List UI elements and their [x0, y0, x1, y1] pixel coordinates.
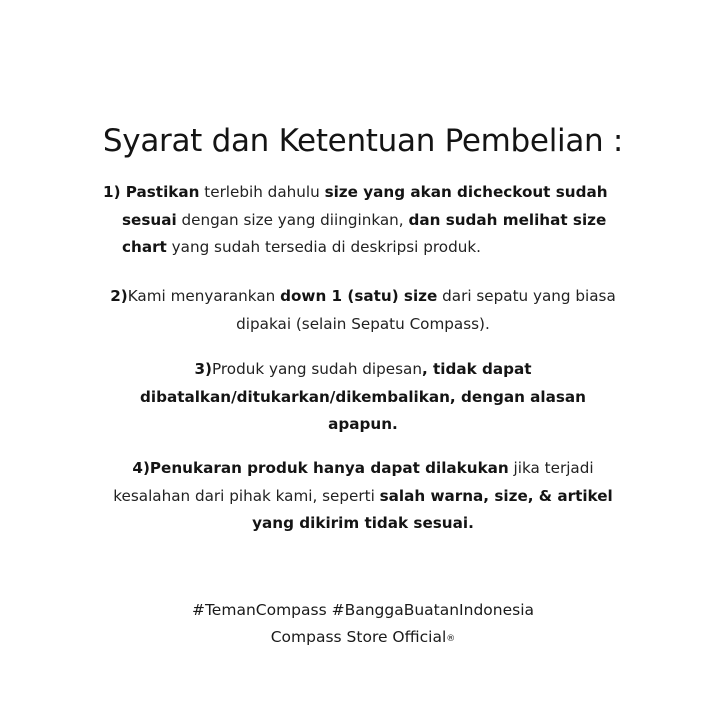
term-bold-text: 2) — [110, 287, 128, 305]
term-text: dengan size yang diinginkan, — [176, 210, 409, 229]
term-line — [328, 415, 398, 433]
store-name: Compass Store Official — [270, 628, 447, 646]
term-bold-text: yang dikirim tidak sesuai. — [252, 514, 474, 532]
term-bold-text: 1) — [103, 183, 126, 201]
term-bold-text: dan sudah melihat size — [408, 210, 607, 229]
term-text: kesalahan dari pihak kami, seperti — [113, 486, 380, 505]
term-line — [113, 487, 612, 505]
term-bold-text: Pastikan — [125, 183, 200, 201]
term-line — [60, 207, 666, 235]
term-line — [194, 360, 531, 378]
term-text: dari sepatu yang biasa — [437, 287, 616, 305]
term-item-2 — [60, 283, 666, 338]
term-line — [110, 287, 616, 305]
term-text: dipakai (selain Sepatu Compass). — [236, 314, 490, 333]
term-item-4 — [60, 455, 666, 538]
term-line — [132, 459, 593, 477]
term-line — [252, 514, 474, 532]
term-bold-text: Penukaran produk hanya dapat dilakukan — [149, 459, 509, 477]
term-item-3 — [60, 356, 666, 439]
term-bold-text: apapun. — [328, 415, 398, 433]
term-text: Produk yang sudah dipesan — [211, 360, 422, 378]
term-item-1 — [60, 179, 666, 262]
term-bold-text: dibatalkan/ditukarkan/dikembalikan, dengan alasan — [140, 387, 586, 406]
registered-mark: ® — [446, 634, 456, 644]
term-bold-text: , tidak dapat — [421, 360, 532, 378]
page-title: Syarat dan Ketentuan Pembelian : — [102, 123, 624, 159]
term-line — [236, 315, 490, 333]
term-bold-text: 3) — [194, 360, 212, 378]
term-bold-text: 4) — [132, 459, 150, 477]
term-bold-text: size yang akan dicheckout sudah — [324, 183, 608, 201]
term-line — [60, 179, 666, 207]
term-text: terlebih dahulu — [199, 183, 325, 201]
hashtags: #TemanCompass #BanggaBuatanIndonesia — [191, 601, 535, 619]
term-bold-text: chart — [122, 238, 167, 256]
term-text: yang sudah tersedia di deskripsi produk. — [166, 238, 481, 256]
store-signature — [0, 624, 726, 653]
term-line — [60, 234, 666, 262]
term-bold-text: sesuai — [122, 210, 177, 229]
term-text: jika terjadi — [508, 459, 594, 477]
term-line — [140, 388, 586, 406]
term-bold-text: salah warna, size, & artikel — [379, 486, 613, 505]
term-text: Kami menyarankan — [127, 287, 281, 305]
term-bold-text: down 1 (satu) size — [280, 287, 438, 305]
